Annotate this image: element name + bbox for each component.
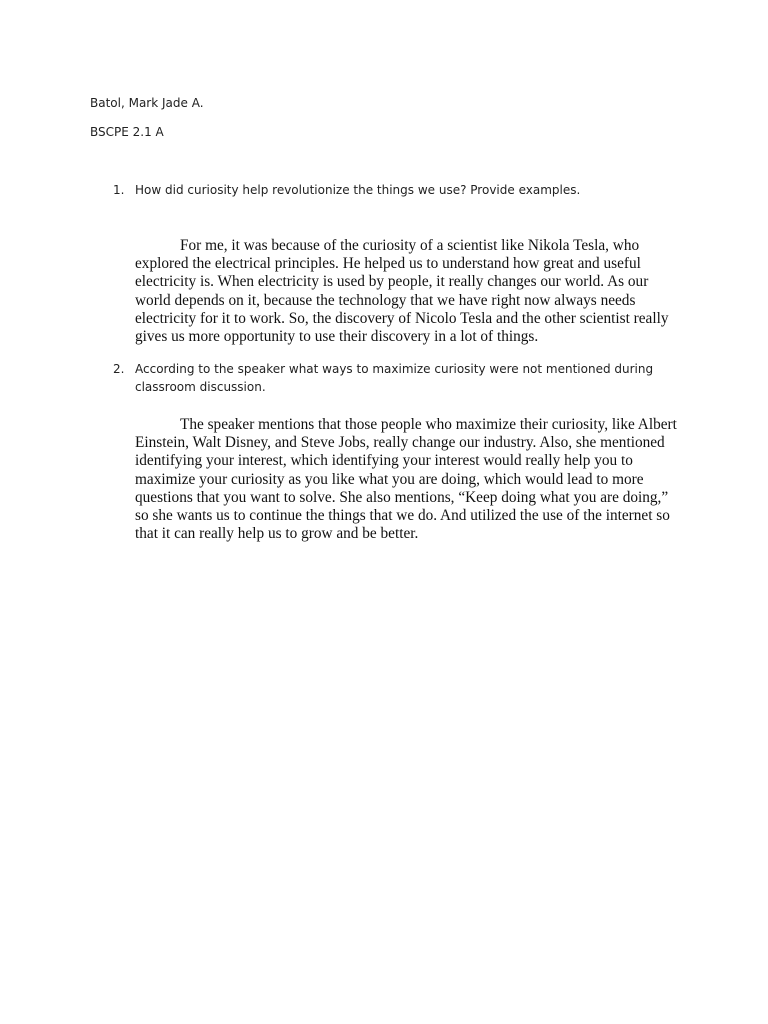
question-2-number: 2.	[113, 362, 125, 376]
question-1	[113, 181, 683, 199]
answer-1: For me, it was because of the curiosity of a scientist like Nikola Tesla, who explored the electrical principles. He helped us to understand how great and useful electricity is. When electricity is used by people, it really changes our world. As our world depends on it, because the technology that we have right now always needs electricity for it to work. So, the discovery of Nicolo Tesla and the other scientist really gives us more opportunity to use their discovery in a lot of things.	[135, 237, 669, 346]
section-code: BSCPE 2.1 A	[90, 125, 164, 139]
question-2-text: According to the speaker what ways to maximize curiosity were not mentioned during classroom discussion.	[135, 362, 654, 394]
question-1-text: How did curiosity help revolutionize the things we use? Provide examples.	[135, 183, 581, 197]
question-1-number: 1.	[113, 183, 125, 197]
student-name: Batol, Mark Jade A.	[90, 96, 204, 110]
question-2	[113, 360, 683, 396]
answer-2: The speaker mentions that those people who maximize their curiosity, like Albert Einstein, Walt Disney, and Steve Jobs, really change our industry. Also, she mentioned identifying your interest, which identifying your interest would really help you to maximize your curiosity as you like what you are doing, which would lead to more questions that you want to solve. She also mentions, “Keep doing what you are doing,” so she wants us to continue the things that we do. And utilized the use of the internet so that it can really help us to grow and be better.	[135, 416, 677, 543]
